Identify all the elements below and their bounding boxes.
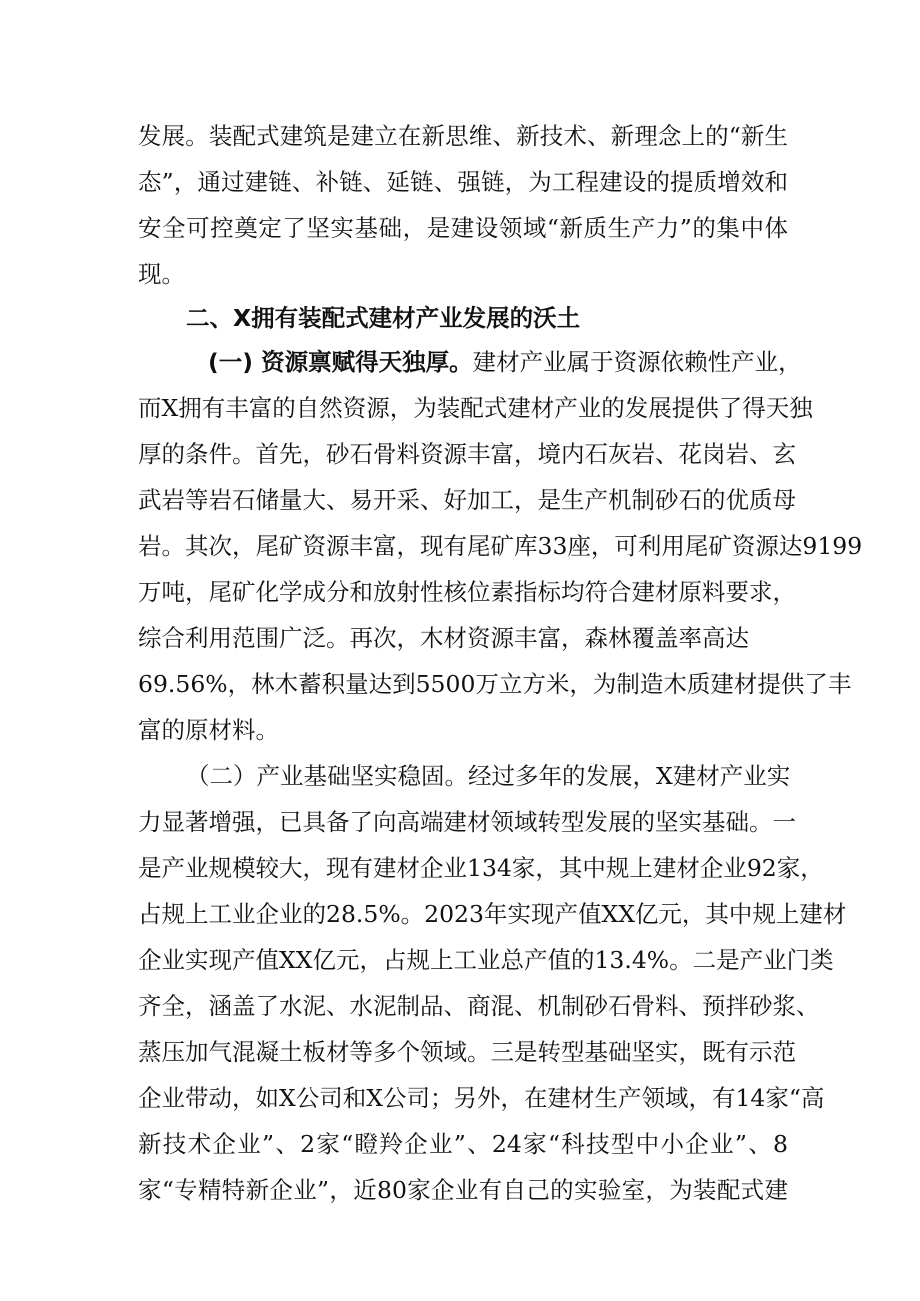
paragraph-line: 综合利用范围广泛。再次，木材资源丰富，森林覆盖率高达 [138,624,749,652]
paragraph-line: 是产业规模较大，现有建材企业134家，其中规上建材企业92家， [138,854,824,882]
paragraph-line: 厚的条件。首先，砂石骨料资源丰富，境内石灰岩、花岗岩、玄 [138,440,796,468]
paragraph-line: 态”，通过建链、补链、延链、强链，为工程建设的提质增效和 [138,168,788,196]
paragraph-line: 新技术企业”、2家“瞪羚企业”、24家“科技型中小企业”、8 [138,1130,788,1158]
paragraph-line: 69.56%，林木蓄积量达到5500万立方米，为制造木质建材提供了丰 [138,670,852,698]
paragraph-line: 家“专精特新企业”，近80家企业有自己的实验室，为装配式建 [138,1176,788,1204]
paragraph-line: 安全可控奠定了坚实基础，是建设领域“新质生产力”的集中体 [138,214,788,242]
paragraph-line: 现。 [138,260,185,288]
subsection-first-line: （二）产业基础坚实稳固。经过多年的发展，X建材产业实 [186,762,791,790]
paragraph-line: 发展。装配式建筑是建立在新思维、新技术、新理念上的“新生 [138,122,788,150]
paragraph-line: 武岩等岩石储量大、易开采、好加工，是生产机制砂石的优质母 [138,486,796,514]
paragraph-line: 富的原材料。 [138,716,279,744]
section-heading: 二、X拥有装配式建材产业发展的沃土 [186,304,581,332]
paragraph-line: 齐全，涵盖了水泥、水泥制品、商混、机制砂石骨料、预拌砂浆、 [138,992,820,1020]
subsection-first-line [208,342,802,382]
paragraph-line: 万吨，尾矿化学成分和放射性核位素指标均符合建材原料要求， [138,578,796,606]
paragraph-line: 企业实现产值XX亿元，占规上工业总产值的13.4%。二是产业门类 [138,946,834,974]
paragraph-line: 而X拥有丰富的自然资源，为装配式建材产业的发展提供了得天独 [138,394,813,422]
subsection-first-line-text: 建材产业属于资源依赖性产业， [472,348,802,376]
paragraph-line: 力显著增强，已具备了向高端建材领域转型发展的坚实基础。一 [138,808,796,836]
paragraph-line: 岩。其次，尾矿资源丰富，现有尾矿库33座，可利用尾矿资源达9199 [138,532,863,560]
subsection-title: (一) 资源禀赋得天独厚。 [208,348,473,376]
paragraph-line: 蒸压加气混凝土板材等多个领域。三是转型基础坚实，既有示范 [138,1038,796,1066]
paragraph-line: 企业带动，如X公司和X公司；另外，在建材生产领域，有14家“高 [138,1084,825,1112]
paragraph-line: 占规上工业企业的28.5%。2023年实现产值XX亿元，其中规上建材 [138,900,847,928]
